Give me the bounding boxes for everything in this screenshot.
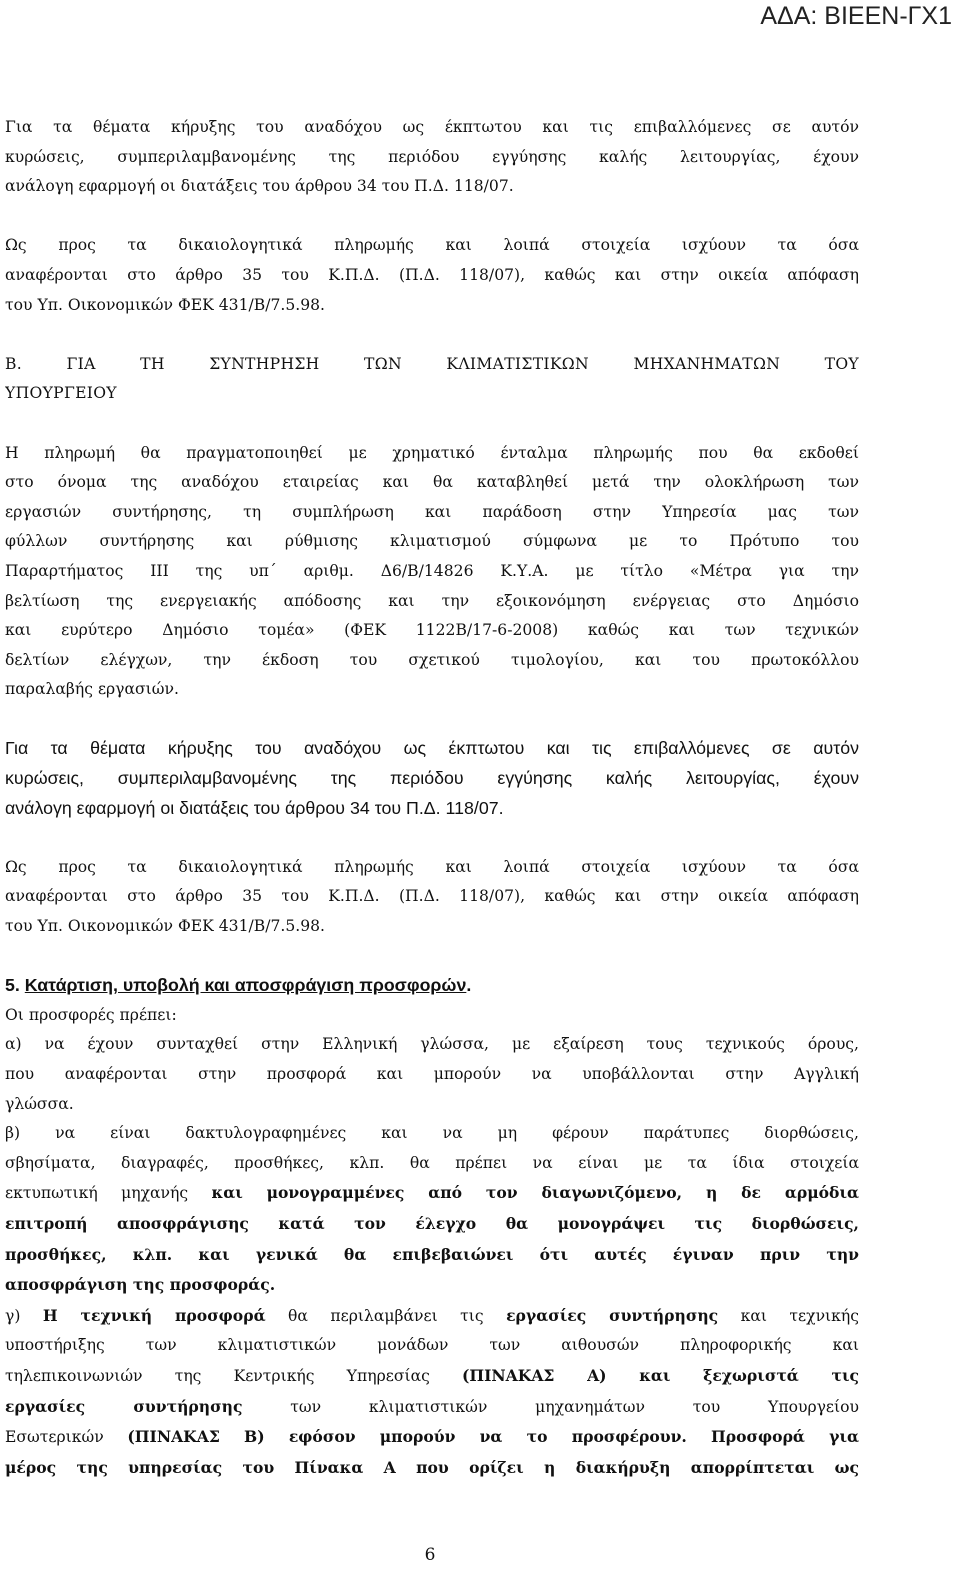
text-line xyxy=(5,1178,859,1209)
heading-line: Β. ΓΙΑ ΤΗ ΣΥΝΤΗΡΗΣΗ ΤΩΝ ΚΛΙΜΑΤΙΣΤΙΚΩΝ ΜΗΧΑΝΗΜΑΤΩΝ ΤΟΥ xyxy=(5,354,859,373)
text-run: τηλεπικοινωνιών της Κεντρικής Υπηρεσίας xyxy=(5,1366,463,1385)
text-line: κυρώσεις, συμπεριλαμβανομένης της περιόδου εγγύησης καλής λειτουργίας, έχουν xyxy=(5,768,859,789)
section-5-title xyxy=(5,971,859,1001)
text-line: γλώσσα. xyxy=(5,1094,74,1113)
text-line: β) να είναι δακτυλογραφημένες και να μη φέρουν παράτυπες διορθώσεις, xyxy=(5,1124,859,1143)
paragraph-forfeiture xyxy=(5,113,859,202)
bold-text-run: αποσφράγιση της προσφοράς. xyxy=(5,1275,276,1295)
text-line xyxy=(5,1422,859,1453)
text-line: Για τα θέματα κήρυξης του αναδόχου ως έκπτωτου και τις επιβαλλόμενες σε αυτόν xyxy=(5,738,859,759)
text-line: ανάλογη εφαρμογή οι διατάξεις του άρθρου 34 του Π.Δ. 118/07. xyxy=(5,177,514,196)
heading-line: ΥΠΟΥΡΓΕΙΟΥ xyxy=(5,384,117,403)
bold-text-run: μέρος της υπηρεσίας του Πίνακα Α που ορίζει η διακήρυξη απορρίπτεται ως xyxy=(5,1457,859,1477)
text-line: του Υπ. Οικονομικών ΦΕΚ 431/Β/7.5.98. xyxy=(5,295,326,314)
text-line: σβησίματα, διαγραφές, προσθήκες, κλπ. θα πρέπει να είναι με τα ίδια στοιχεία xyxy=(5,1153,859,1172)
text-run: των κλιματιστικών μηχανημάτων του Υπουργείου xyxy=(242,1397,859,1416)
bold-text-run: εργασίες συντήρησης xyxy=(5,1396,243,1416)
ada-code: ΑΔΑ: ΒΙΕΕΝ-ΓΧ1 xyxy=(760,2,952,30)
text-line: στο όνομα της αναδόχου εταιρείας και θα καταβληθεί μετά την ολοκλήρωση των xyxy=(5,473,859,492)
text-line: ανάλογη εφαρμογή οι διατάξεις του άρθρου 34 του Π.Δ. 118/07. xyxy=(5,797,504,818)
text-line xyxy=(5,1240,859,1271)
page-number: 6 xyxy=(424,1545,436,1565)
paragraph-payment-documents xyxy=(5,231,859,320)
text-run: γ) xyxy=(5,1306,43,1325)
text-run: Εσωτερικών xyxy=(5,1428,128,1447)
bold-text-run: (ΠΙΝΑΚΑΣ Α) και ξεχωριστά τις xyxy=(462,1365,859,1385)
text-line: φύλλων συντήρησης και ρύθμισης κλιματισμού σύμφωνα με το Πρότυπο του xyxy=(5,532,859,551)
text-line: Για τα θέματα κήρυξης του αναδόχου ως έκπτωτου και τις επιβαλλόμενες σε αυτόν xyxy=(5,118,859,136)
text-line: που αναφέρονται στην προσφορά και μπορούν να υποβάλλονται στην Αγγλική xyxy=(5,1065,859,1083)
bold-text-run: επιτροπή αποσφράγισης κατά τον έλεγχο θα μονογράψει τις διορθώσεις, xyxy=(5,1213,859,1233)
text-line: Ως προς τα δικαιολογητικά πληρωμής και λοιπά στοιχεία ισχύουν τα όσα xyxy=(5,857,859,876)
text-line: και ευρύτερο Δημόσιο τομέα» (ΦΕΚ 1122Β/17-6-2008) καθώς και των τεχνικών xyxy=(5,621,859,640)
text-line: αναφέρονται στο άρθρο 35 του Κ.Π.Δ. (Π.Δ. 118/07), καθώς και στην οικεία απόφαση xyxy=(5,887,859,906)
text-line xyxy=(5,1453,859,1484)
text-line: Η πληρωμή θα πραγματοποιηθεί με χρηματικό ένταλμα πληρωμής που θα εκδοθεί xyxy=(5,443,859,462)
text-line: κυρώσεις, συμπεριλαμβανομένης της περιόδου εγγύησης καλής λειτουργίας, έχουν xyxy=(5,147,859,166)
text-run: εκτυπωτική μηχανής xyxy=(5,1184,212,1203)
text-line: Οι προσφορές πρέπει: xyxy=(5,1005,177,1024)
text-line xyxy=(5,1209,859,1240)
text-line xyxy=(5,1301,859,1332)
section-heading-b xyxy=(5,350,859,409)
text-line: α) να έχουν συνταχθεί στην Ελληνική γλώσσα, με εξαίρεση τους τεχνικούς όρους, xyxy=(5,1035,859,1054)
paragraph-payment-documents-repeat xyxy=(5,853,859,942)
list-item-c xyxy=(5,1301,859,1484)
bold-text-run: προσθήκες, κλπ. και γενικά θα επιβεβαιώνει ότι αυτές έγιναν πριν την xyxy=(5,1244,859,1264)
text-line xyxy=(5,1270,859,1301)
text-line: Παραρτήματος ΙΙΙ της υπ΄ αριθμ. Δ6/Β/14826 Κ.Υ.Α. με τίτλο «Μέτρα για την xyxy=(5,561,859,580)
paragraph-forfeiture-repeat xyxy=(5,734,859,823)
text-line: Ως προς τα δικαιολογητικά πληρωμής και λοιπά στοιχεία ισχύουν τα όσα xyxy=(5,236,859,255)
text-run: και τεχνικής xyxy=(718,1306,859,1325)
text-line: παραλαβής εργασιών. xyxy=(5,680,179,699)
text-line: αναφέρονται στο άρθρο 35 του Κ.Π.Δ. (Π.Δ. 118/07), καθώς και στην οικεία απόφαση xyxy=(5,265,859,284)
text-line: υποστήριξης των κλιματιστικών μονάδων των αιθουσών πληροφορικής και xyxy=(5,1336,859,1355)
text-line: εργασιών συντήρησης, τη συμπλήρωση και παράδοση στην Υπηρεσία μας των xyxy=(5,502,859,521)
section-title-text: Κατάρτιση, υποβολή και αποσφράγιση προσφορών xyxy=(24,975,467,996)
bold-text-run: και μονογραμμένες από τον διαγωνιζόμενο, η δε αρμόδια xyxy=(211,1183,859,1203)
section-title-period: . xyxy=(466,975,472,996)
bold-text-run: εργασίες συντήρησης xyxy=(506,1305,719,1325)
bold-text-run: Η τεχνική προσφορά xyxy=(42,1305,266,1325)
bold-text-run: (ΠΙΝΑΚΑΣ Β) εφόσον μπορούν να το προσφέρουν. Προσφορά για xyxy=(127,1427,859,1447)
list-item-b xyxy=(5,1119,859,1301)
text-line: βελτίωση της ενεργειακής απόδοσης και την εξοικονόμηση ενέργειας στο Δημόσιο xyxy=(5,591,859,610)
text-line xyxy=(5,1361,859,1392)
text-line: δελτίων ελέγχων, την έκδοση του σχετικού τιμολογίου, και του πρωτοκόλλου xyxy=(5,650,859,669)
text-line: του Υπ. Οικονομικών ΦΕΚ 431/Β/7.5.98. xyxy=(5,917,326,936)
text-run: θα περιλαμβάνει τις xyxy=(265,1306,507,1325)
offers-intro xyxy=(5,1001,859,1031)
paragraph-payment-method xyxy=(5,439,859,705)
document-body xyxy=(5,113,859,1483)
section-number: 5. xyxy=(5,975,20,996)
list-item-a xyxy=(5,1030,859,1119)
text-line xyxy=(5,1392,859,1423)
